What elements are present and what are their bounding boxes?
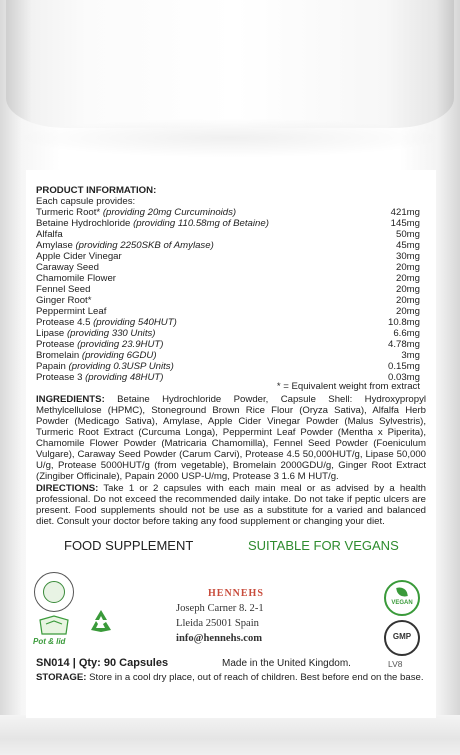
nutrient-amount: 20mg bbox=[396, 306, 420, 317]
nutrient-amount: 0.15mg bbox=[388, 361, 420, 372]
nutrient-name bbox=[36, 317, 177, 328]
halal-authority-logo bbox=[34, 572, 74, 612]
nutrient-amount: 45mg bbox=[396, 240, 420, 251]
nutrient-name bbox=[36, 262, 99, 273]
nutrient-label: Ginger Root* bbox=[36, 295, 92, 306]
nutrition-row bbox=[36, 240, 420, 251]
nutrient-name bbox=[36, 306, 106, 317]
nutrition-row bbox=[36, 251, 420, 262]
nutrient-amount: 50mg bbox=[396, 229, 420, 240]
nutrient-amount: 145mg bbox=[390, 218, 420, 229]
nutrient-note: (providing 20mg Curcuminoids) bbox=[102, 207, 237, 218]
nutrient-note: (providing 23.9HUT) bbox=[77, 339, 164, 350]
nutrient-name bbox=[36, 361, 174, 372]
gmp-badge-text: GMP bbox=[392, 632, 412, 641]
product-info-heading: PRODUCT INFORMATION: bbox=[36, 185, 157, 196]
nutrient-label: Alfalfa bbox=[36, 229, 63, 240]
nutrition-row bbox=[36, 306, 420, 317]
nutrient-name bbox=[36, 240, 214, 251]
address-line-1: Joseph Carner 8. 2-1 bbox=[176, 603, 264, 614]
nutrient-label: Protease 3 bbox=[36, 372, 83, 383]
bottle-base bbox=[0, 715, 460, 755]
recycle-icon bbox=[88, 608, 114, 636]
nutrient-label: Lipase bbox=[36, 328, 65, 339]
nutrient-name bbox=[36, 339, 163, 350]
batch-code: LV8 bbox=[388, 659, 403, 669]
nutrient-note: (providing 0.3USP Units) bbox=[68, 361, 174, 372]
nutrient-label: Apple Cider Vinegar bbox=[36, 251, 122, 262]
nutrition-row bbox=[36, 295, 420, 306]
nutrition-row bbox=[36, 273, 420, 284]
nutrient-amount: 421mg bbox=[390, 207, 420, 218]
nutrient-name bbox=[36, 328, 155, 339]
brand-name: HENNEHS bbox=[208, 588, 264, 599]
nutrition-row bbox=[36, 361, 420, 372]
nutrient-label: Protease 4.5 bbox=[36, 317, 91, 328]
bottle-cap bbox=[6, 0, 454, 128]
brand-email: info@hennehs.com bbox=[176, 633, 263, 644]
nutrient-label: Papain bbox=[36, 361, 66, 372]
nutrition-row bbox=[36, 262, 420, 273]
nutrient-name bbox=[36, 218, 269, 229]
nutrient-amount: 30mg bbox=[396, 251, 420, 262]
ingredients-text: Betaine Hydrochloride Powder, Capsule Shell: Hydroxypropyl Methylcellulose (HPMC), Stoneground Brown Rice Flour (Oryza Sativa), Alfalfa Herb Powder (Medicago Sativa), Amylase, Apple Cider Vinegar Powder (Malus Sylvestris), Turmeric Root Extract (Curcuma Longa), Peppermint Leaf Powder (Mentha x Piperita), Chamomile Flower Powder (Matricaria Chamomilla), Fennel Seed Powder (Foeniculum Vulgare), Caraway Seed Powder (Carum Carvi), Protease 4.5 50,000HUT/g, Lipase 50,000 U/g, Protease 5000HUT/g (from vegetable), Bromelain 2000GDU/g, Ginger Root Extract (Zingiber Officinale), Papain 2000 USP-U/mg, Protease 3 1.6 M HUT/g. bbox=[36, 394, 426, 482]
nutrient-note: (providing 6GDU) bbox=[81, 350, 157, 361]
halal-seal-icon bbox=[43, 581, 65, 603]
vegan-badge-text: VEGAN bbox=[391, 600, 413, 606]
nutrient-amount: 6.6mg bbox=[393, 328, 420, 339]
nutrition-row bbox=[36, 284, 420, 295]
storage-label: STORAGE: bbox=[36, 672, 87, 683]
product-code-qty: SN014 | Qty: 90 Capsules bbox=[36, 657, 169, 669]
nutrient-amount: 4.78mg bbox=[388, 339, 420, 350]
nutrition-row bbox=[36, 207, 420, 218]
address-line-2: Lleida 25001 Spain bbox=[176, 618, 259, 629]
nutrient-amount: 20mg bbox=[396, 295, 420, 306]
pot-lid-recycle-icon bbox=[34, 614, 74, 638]
nutrient-amount: 20mg bbox=[396, 284, 420, 295]
nutrition-row bbox=[36, 339, 420, 350]
pot-lid-label: Pot & lid bbox=[33, 637, 66, 646]
nutrient-label: Fennel Seed bbox=[36, 284, 91, 295]
nutrient-label: Protease bbox=[36, 339, 75, 350]
nutrient-label: Bromelain bbox=[36, 350, 80, 361]
gmp-badge bbox=[384, 620, 420, 656]
nutrient-label: Betaine Hydrochloride bbox=[36, 218, 131, 229]
nutrition-table bbox=[36, 207, 420, 383]
ingredients-label: INGREDIENTS: bbox=[36, 394, 105, 405]
nutrient-label: Peppermint Leaf bbox=[36, 306, 107, 317]
nutrient-name bbox=[36, 229, 63, 240]
nutrient-amount: 0.03mg bbox=[388, 372, 420, 383]
nutrient-name bbox=[36, 372, 163, 383]
directions-text: Take 1 or 2 capsules with each main meal or as advised by a health professional. Do not exceed the recommended daily intake. Do not take if peptic ulcers are present. Food supplements should not be use as a substitute for a varied and balanced diet. Consult your doctor before taking any food supplement or changing your diet. bbox=[36, 483, 427, 527]
nutrient-note: (providing 110.58mg of Betaine) bbox=[133, 218, 269, 229]
food-supplement-label: FOOD SUPPLEMENT bbox=[64, 538, 194, 553]
nutrient-name bbox=[36, 251, 122, 262]
nutrient-amount: 20mg bbox=[396, 262, 420, 273]
extract-footnote: * = Equivalent weight from extract bbox=[276, 381, 420, 392]
nutrient-note: (providing 48HUT) bbox=[85, 372, 164, 383]
nutrient-label: Caraway Seed bbox=[36, 262, 99, 273]
leaf-icon bbox=[396, 586, 408, 598]
nutrient-amount: 20mg bbox=[396, 273, 420, 284]
nutrient-label: Amylase bbox=[36, 240, 73, 251]
nutrient-name bbox=[36, 350, 157, 361]
nutrient-name bbox=[36, 207, 236, 218]
product-info-subheading: Each capsule provides: bbox=[36, 196, 136, 207]
nutrition-row bbox=[36, 317, 420, 328]
nutrient-name bbox=[36, 284, 90, 295]
product-label bbox=[26, 170, 436, 718]
vegan-badge bbox=[384, 580, 420, 616]
nutrient-label: Turmeric Root* bbox=[36, 207, 101, 218]
nutrient-note: (providing 330 Units) bbox=[66, 328, 156, 339]
ingredients-paragraph bbox=[36, 394, 426, 482]
nutrition-row bbox=[36, 218, 420, 229]
nutrient-label: Chamomile Flower bbox=[36, 273, 116, 284]
suitable-for-vegans-label: SUITABLE FOR VEGANS bbox=[248, 538, 399, 553]
cap-shadow bbox=[14, 118, 446, 158]
nutrition-row bbox=[36, 350, 420, 361]
nutrient-amount: 3mg bbox=[401, 350, 420, 361]
nutrition-row bbox=[36, 229, 420, 240]
directions-label: DIRECTIONS: bbox=[36, 483, 99, 494]
nutrient-note: (providing 540HUT) bbox=[93, 317, 177, 328]
nutrient-amount: 10.8mg bbox=[388, 317, 420, 328]
nutrition-row bbox=[36, 328, 420, 339]
directions-paragraph bbox=[36, 483, 426, 527]
nutrient-note: (providing 2250SKB of Amylase) bbox=[75, 240, 214, 251]
nutrient-name bbox=[36, 295, 91, 306]
made-in: Made in the United Kingdom. bbox=[222, 658, 351, 669]
nutrient-name bbox=[36, 273, 116, 284]
storage-text: Store in a cool dry place, out of reach of children. Best before end on the base. bbox=[89, 672, 424, 683]
storage-paragraph bbox=[36, 672, 430, 683]
